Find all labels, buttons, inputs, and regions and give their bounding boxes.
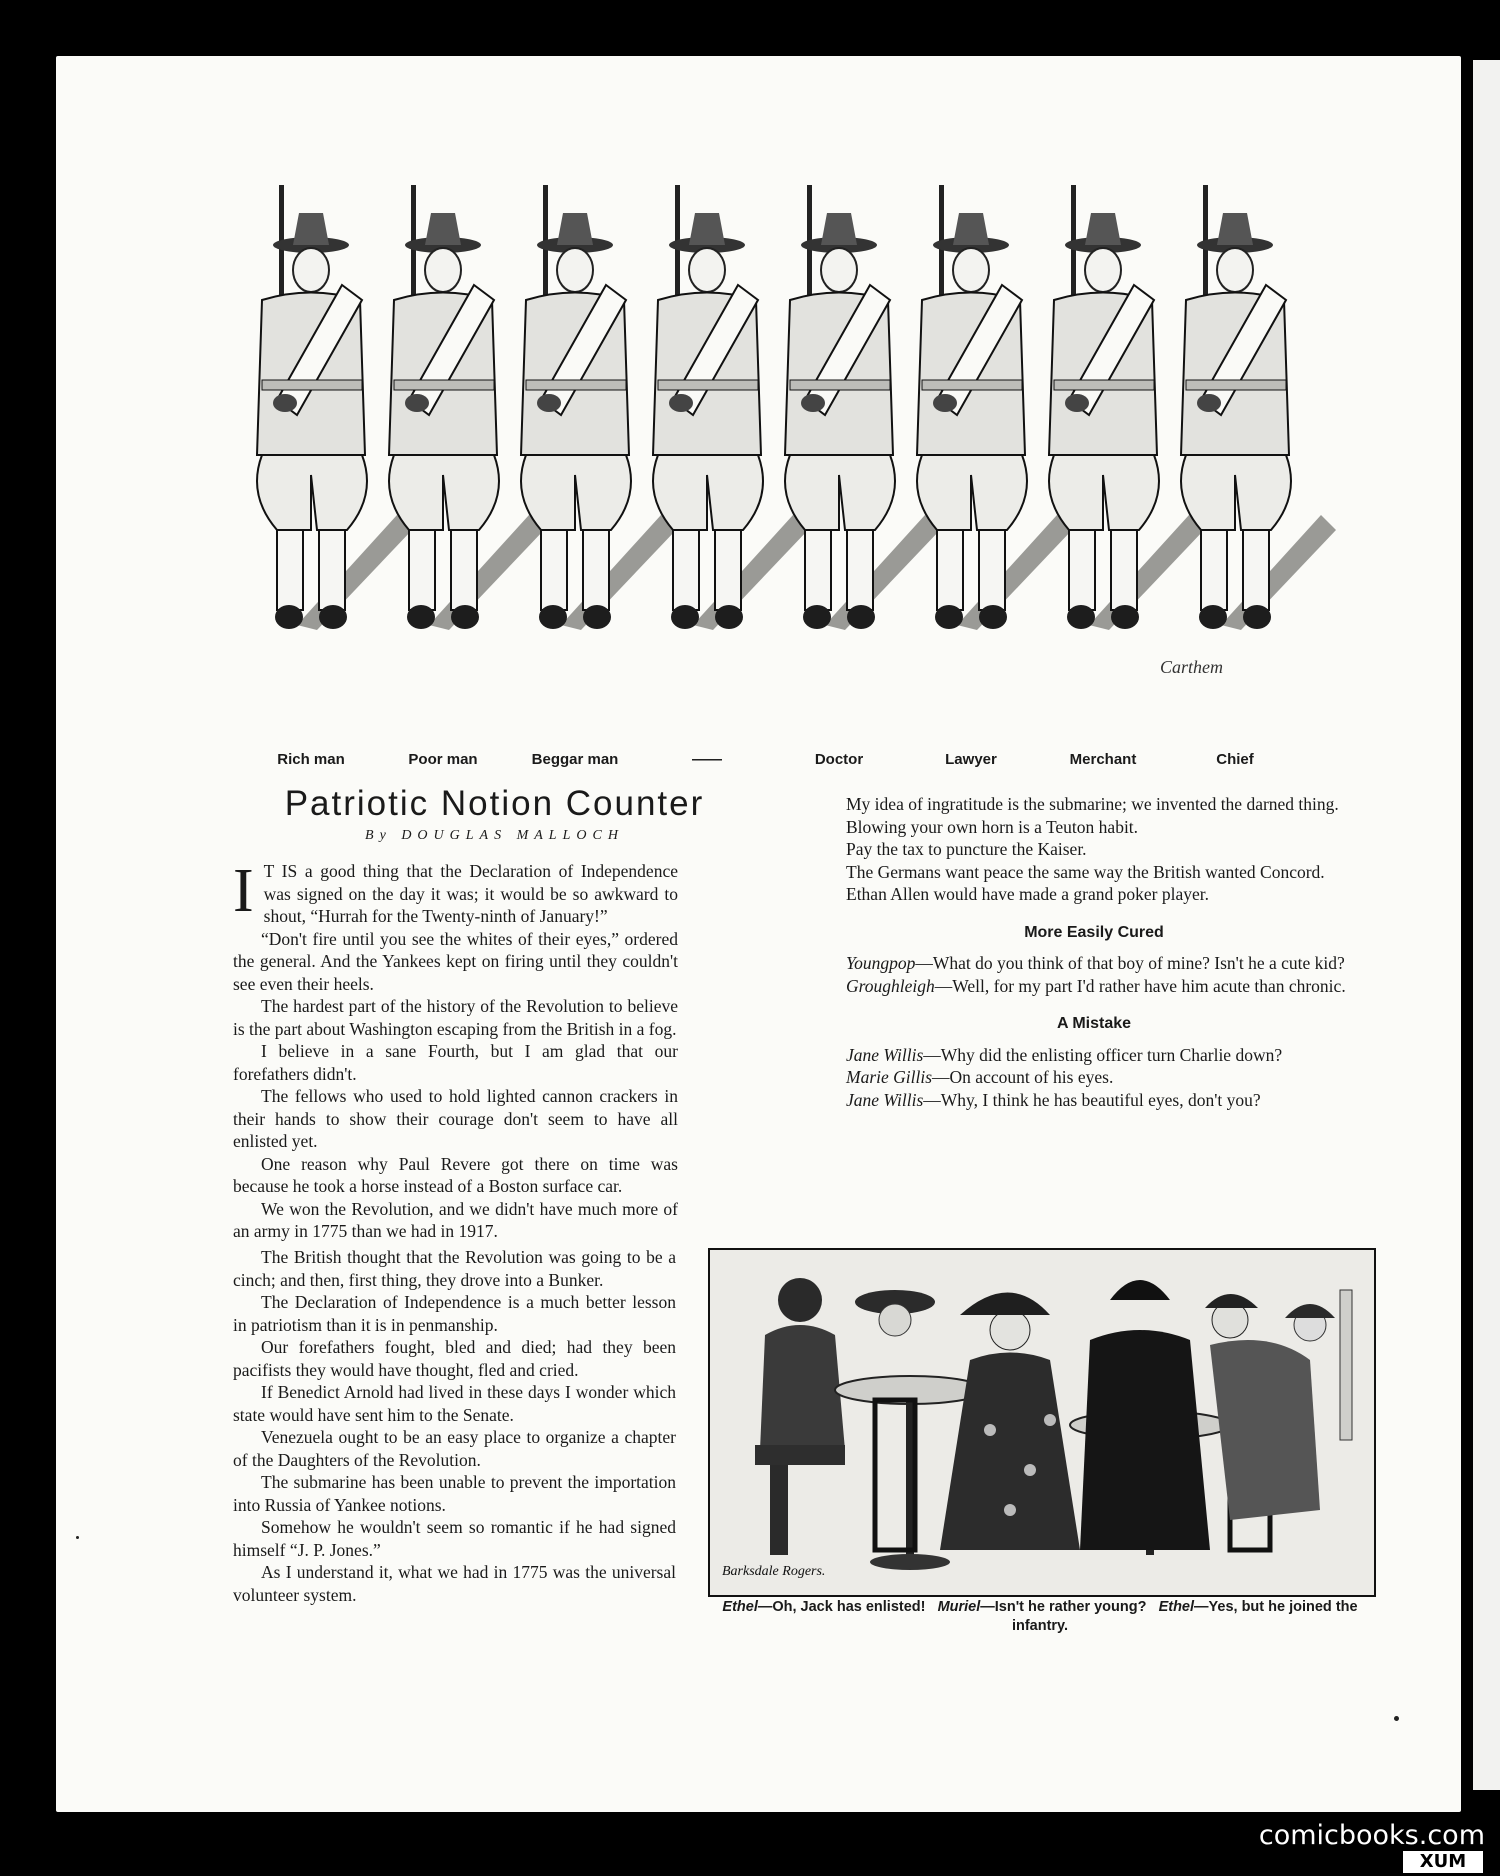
paragraph: Blowing your own horn is a Teuton habit. bbox=[846, 816, 1139, 837]
paragraph: Somehow he wouldn't seem so romantic if he had signed himself “J. P. Jones.” bbox=[233, 1517, 676, 1560]
cafe-illustration bbox=[708, 1248, 1376, 1597]
dialogue-line: Youngpop—What do you think of that boy of mine? Isn't he a cute kid? bbox=[846, 953, 1345, 973]
paragraph: As I understand it, what we had in 1775 was the universal volunteer system. bbox=[233, 1562, 676, 1605]
dialogue-line: Groughleigh—Well, for my part I'd rather have him acute than chronic. bbox=[846, 975, 1346, 996]
dialogue-line: Marie Gillis—On account of his eyes. bbox=[846, 1067, 1114, 1087]
paragraph: The submarine has been unable to prevent the importation into Russia of Yankee notions. bbox=[233, 1472, 676, 1515]
cafe-caption: Ethel—Oh, Jack has enlisted! Muriel—Isn't he rather young? Ethel—Yes, but he joined the infantry. bbox=[722, 1599, 1358, 1634]
paragraph: The Declaration of Independence is a much better lesson in patriotism than it is in penmanship. bbox=[233, 1292, 676, 1335]
drop-cap: I bbox=[233, 857, 254, 925]
watermark-site: comicbooks.com bbox=[1258, 1820, 1485, 1851]
article-byline: By DOUGLAS MALLOCH bbox=[365, 828, 624, 843]
paragraph: Venezuela ought to be an easy place to organize a chapter of the Daughters of the Revolution. bbox=[233, 1427, 676, 1470]
paragraph: The hardest part of the history of the Revolution to believe is the part about Washington escaping from the British in a fog. bbox=[233, 996, 678, 1039]
section-heading: A Mistake bbox=[1056, 1015, 1132, 1032]
paragraph: I T IS a good thing that the Declaration of Independence was signed on the day it was; it would be so awkward to shout, “Hurrah for the Twenty-ninth of January!” bbox=[233, 857, 678, 926]
figure-label: Chief bbox=[1216, 751, 1254, 768]
paragraph: The fellows who used to hold lighted cannon crackers in their hands to show their courage don't seem to have all enlisted yet. bbox=[233, 1086, 678, 1151]
soldier-figure bbox=[917, 185, 1072, 630]
paragraph: My idea of ingratitude is the submarine; we invented the darned thing. bbox=[846, 794, 1339, 814]
soldier-figure bbox=[1049, 185, 1204, 630]
paragraph: The British thought that the Revolution was going to be a cinch; and then, first thing, they drove into a Bunker. bbox=[233, 1247, 676, 1290]
soldier-figure bbox=[521, 185, 676, 630]
facing-page-edge bbox=[1470, 60, 1500, 1790]
illustration-signature: Carthem bbox=[1160, 657, 1223, 677]
ink-speck bbox=[76, 1536, 79, 1539]
soldier-figure bbox=[257, 185, 412, 630]
article-column-2 bbox=[818, 793, 1370, 1111]
section-heading: More Easily Cured bbox=[1024, 923, 1164, 941]
soldier-figure bbox=[785, 185, 940, 630]
figure-label: Doctor bbox=[814, 751, 864, 768]
figure-label: Rich man bbox=[277, 751, 345, 768]
figure-label: Merchant bbox=[1069, 751, 1137, 768]
paragraph: I believe in a sane Fourth, but I am glad that our forefathers didn't. bbox=[233, 1041, 678, 1084]
paragraph: If Benedict Arnold had lived in these days I wonder which state would have sent him to the Senate. bbox=[233, 1382, 676, 1425]
paragraph: “Don't fire until you see the whites of their eyes,” ordered the general. And the Yankees kept on firing until they couldn't see even their heels. bbox=[233, 928, 678, 994]
ink-speck bbox=[1394, 1716, 1399, 1721]
article-column-1-lower bbox=[233, 1246, 676, 1606]
paragraph: We won the Revolution, and we didn't have much more of an army in 1775 than we had in 1917. bbox=[233, 1198, 678, 1241]
figure-label: —— bbox=[692, 751, 722, 768]
dialogue-line: Jane Willis—Why did the enlisting officer turn Charlie down? bbox=[846, 1044, 1283, 1065]
soldier-figure bbox=[1181, 185, 1336, 630]
cafe-drawing bbox=[710, 1250, 1374, 1595]
figure-label: Lawyer bbox=[945, 751, 997, 768]
paragraph: Pay the tax to puncture the Kaiser. bbox=[846, 839, 1087, 859]
paragraph: Our forefathers fought, bled and died; had they been pacifists they would have thought, fled and cried. bbox=[233, 1337, 676, 1380]
soldier-figure bbox=[389, 185, 544, 630]
figure-label: Beggar man bbox=[531, 751, 619, 768]
soldier-figure bbox=[653, 185, 808, 630]
watermark-badge: XUM bbox=[1403, 1851, 1483, 1873]
paragraph: Ethan Allen would have made a grand poker player. bbox=[846, 884, 1210, 904]
paragraph: One reason why Paul Revere got there on time was because he took a horse instead of a Boston surface car. bbox=[233, 1153, 678, 1196]
soldiers-illustration bbox=[255, 185, 1365, 745]
cafe-signature: Barksdale Rogers. bbox=[722, 1564, 826, 1579]
paragraph: The Germans want peace the same way the British wanted Concord. bbox=[846, 861, 1325, 882]
figure-label: Poor man bbox=[408, 751, 478, 768]
dialogue-line: Jane Willis—Why, I think he has beautiful eyes, don't you? bbox=[846, 1089, 1261, 1110]
article-column-1 bbox=[233, 857, 678, 1243]
article-title: Patriotic Notion Counter bbox=[284, 784, 705, 823]
